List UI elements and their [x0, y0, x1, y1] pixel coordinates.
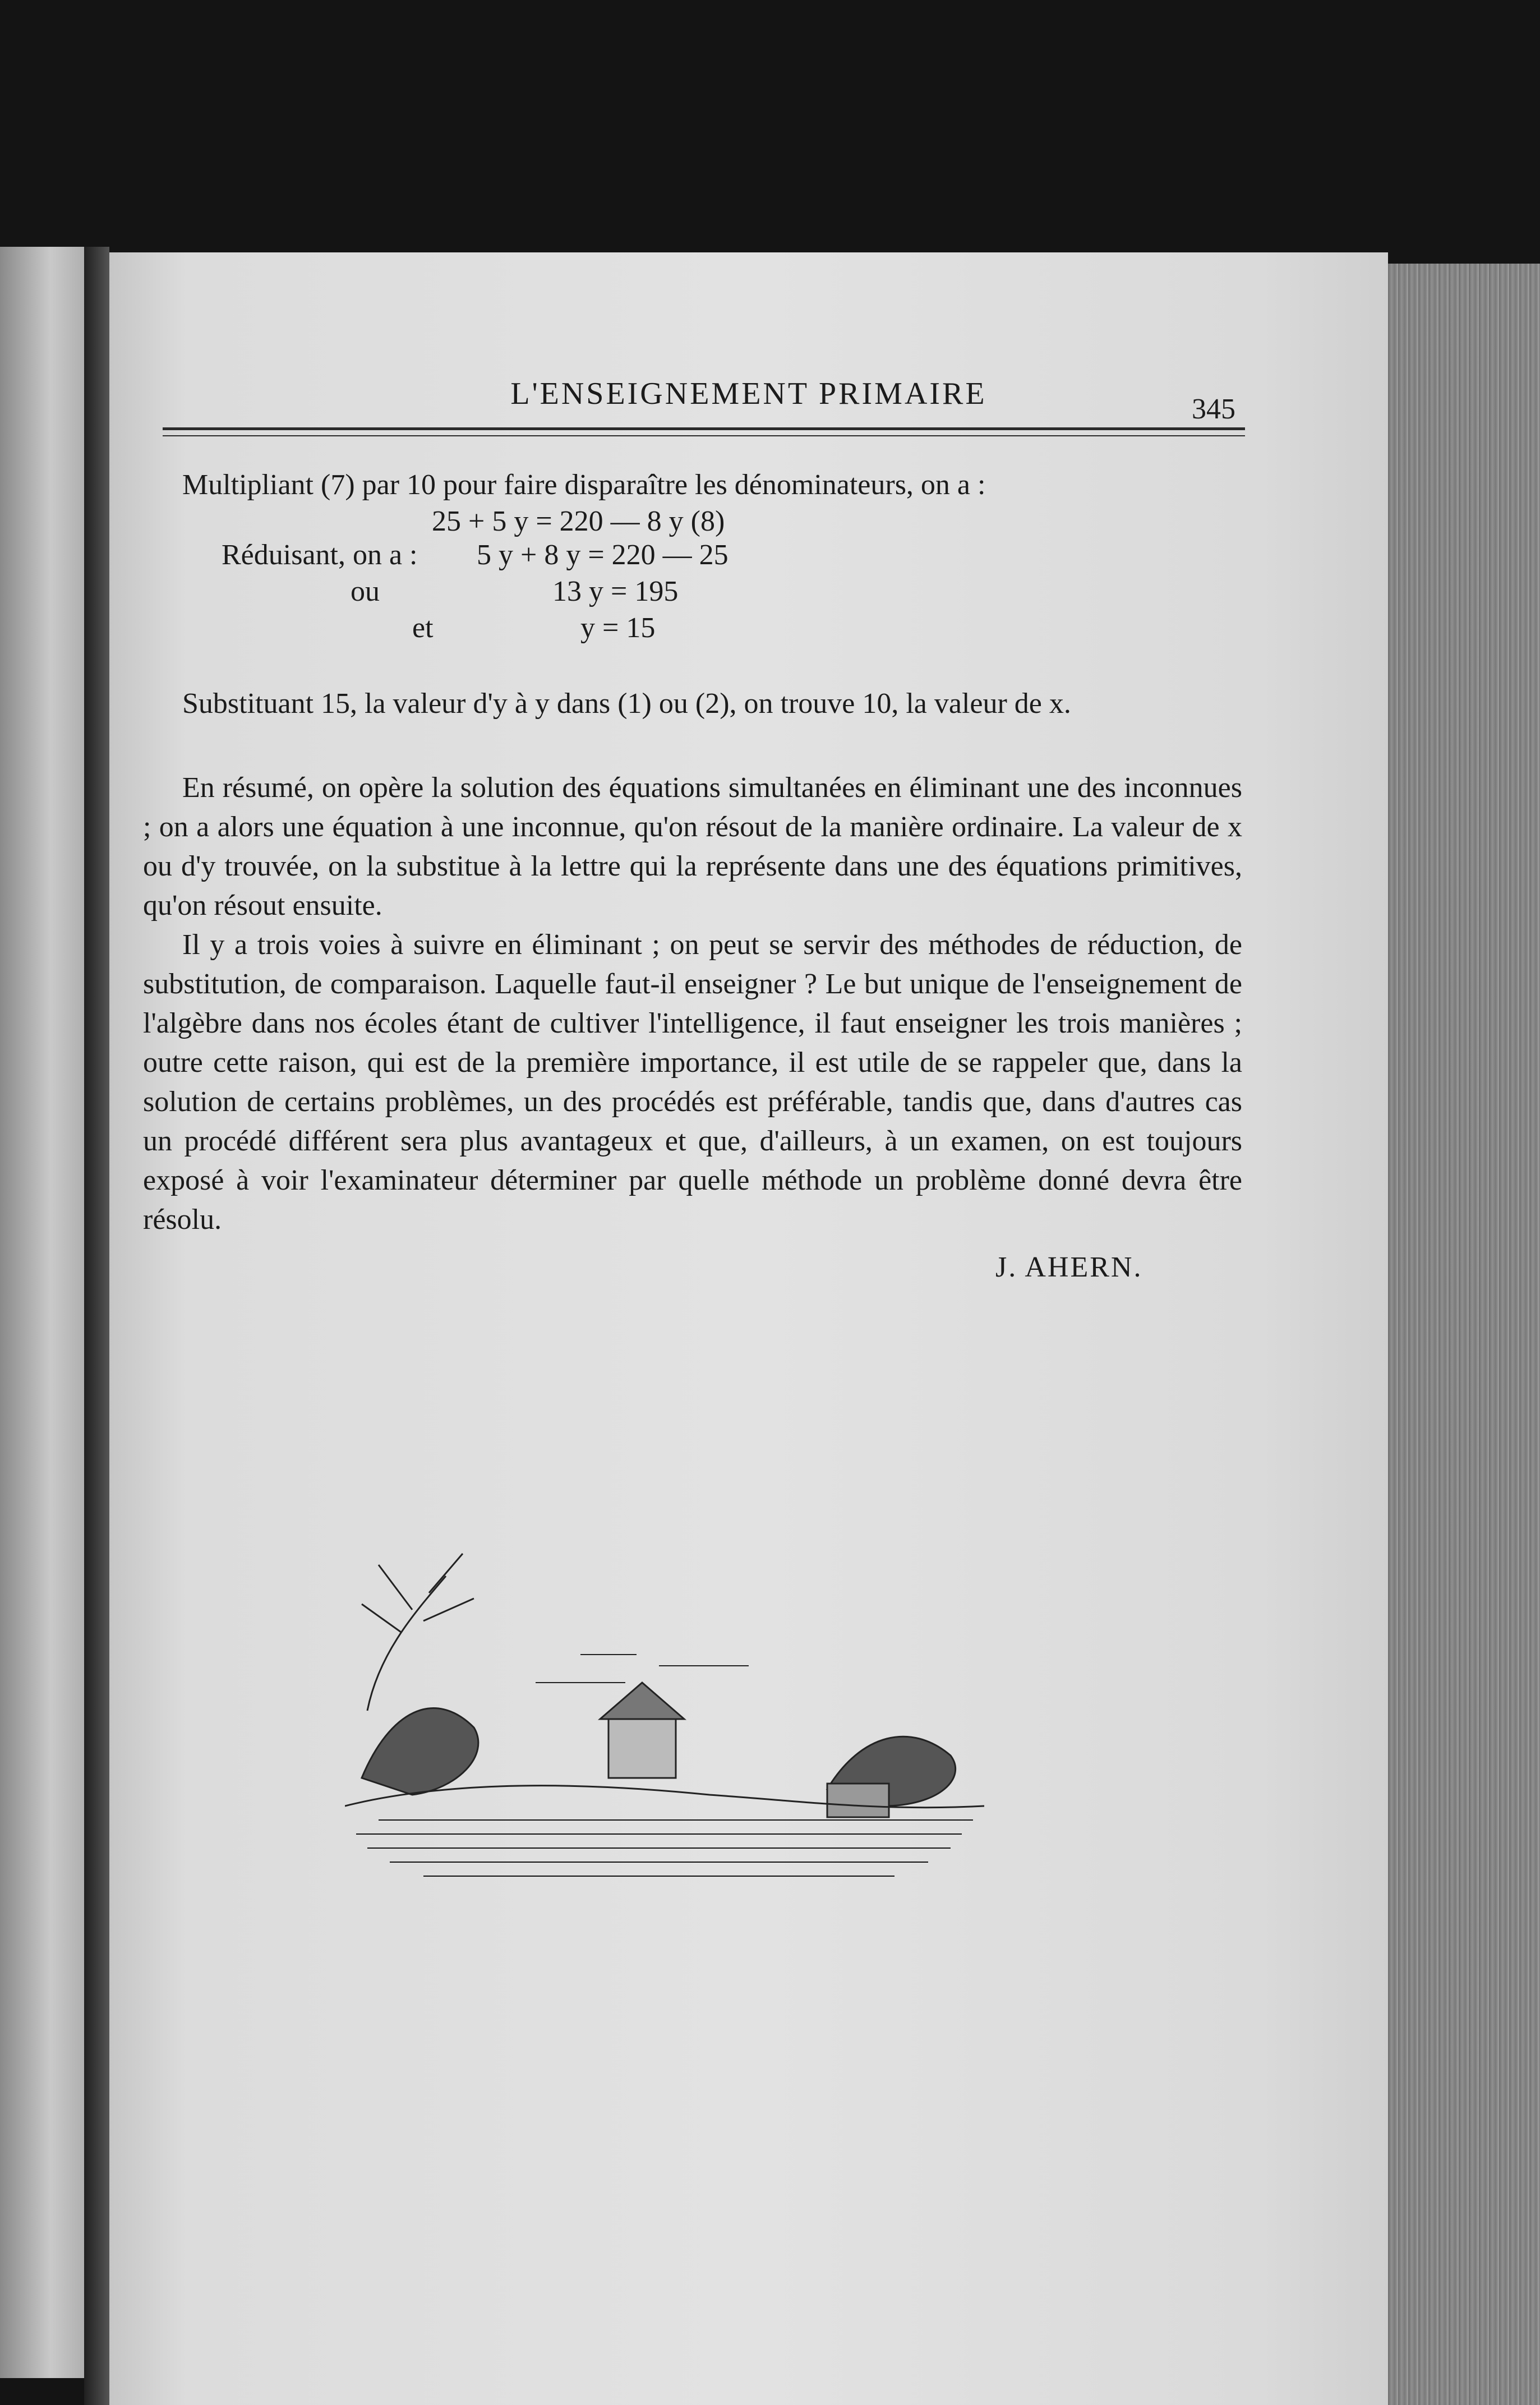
equation-expression: y = 15 — [580, 612, 656, 644]
equation-expression: 25 + 5 y = 220 — 8 y (8) — [432, 505, 725, 537]
page-number: 345 — [1192, 393, 1235, 425]
paragraph-multipliant: Multipliant (7) par 10 pour faire disparaître les dénominateurs, on a : — [182, 469, 986, 501]
running-header: L'ENSEIGNEMENT PRIMAIRE — [510, 376, 987, 411]
equation-expression: 13 y = 195 — [552, 575, 679, 607]
book-page — [109, 252, 1388, 2405]
paragraph-voies: Il y a trois voies à suivre en éliminant ; on peut se servir des méthodes de réduction, de substitution, de comparaison. Laquelle faut-il enseigner ? Le but unique de l'enseignement de l'algèbre dans nos écoles étant de cultiver l'intelligence, il faut enseigner les trois manières ; outre cette raison, qui est de la première importance, il est utile de se rappeler que, dans la solution de certains problèmes, un des procédés est préférable, tandis que, dans d'autres cas un procédé différent sera plus avantageux et que, d'ailleurs, à un examen, on est toujours exposé à voir l'examinateur déterminer par quelle méthode un problème donné devra être résolu. — [143, 929, 1242, 1236]
paragraph-resume: En résumé, on opère la solution des équations simultanées en éliminant une des inconnues ; on a alors une équation à une inconnue, qu'on résout de la manière ordinaire. La valeur de x ou d'y trouvée, on la substitue à la lettre qui la représente dans une des équations primitives, qu'on résout ensuite. — [143, 772, 1242, 922]
author-signature: J. AHERN. — [995, 1251, 1143, 1283]
landscape-vignette — [345, 1542, 984, 1890]
facing-page-edge — [0, 247, 84, 2378]
header-rule-thick — [163, 427, 1245, 430]
equation-label: Réduisant, on a : — [222, 539, 418, 571]
equation-label: ou — [351, 575, 380, 607]
book-gutter — [84, 247, 109, 2405]
header-rule-thin — [163, 435, 1245, 436]
equation-expression: 5 y + 8 y = 220 — 25 — [477, 539, 728, 571]
equation-block — [109, 505, 1209, 690]
page-block-edges — [1388, 264, 1540, 2405]
equation-label: et — [412, 612, 434, 644]
paragraph-substituant: Substituant 15, la valeur d'y à y dans (1) ou (2), on trouve 10, la valeur de x. — [182, 688, 1071, 720]
